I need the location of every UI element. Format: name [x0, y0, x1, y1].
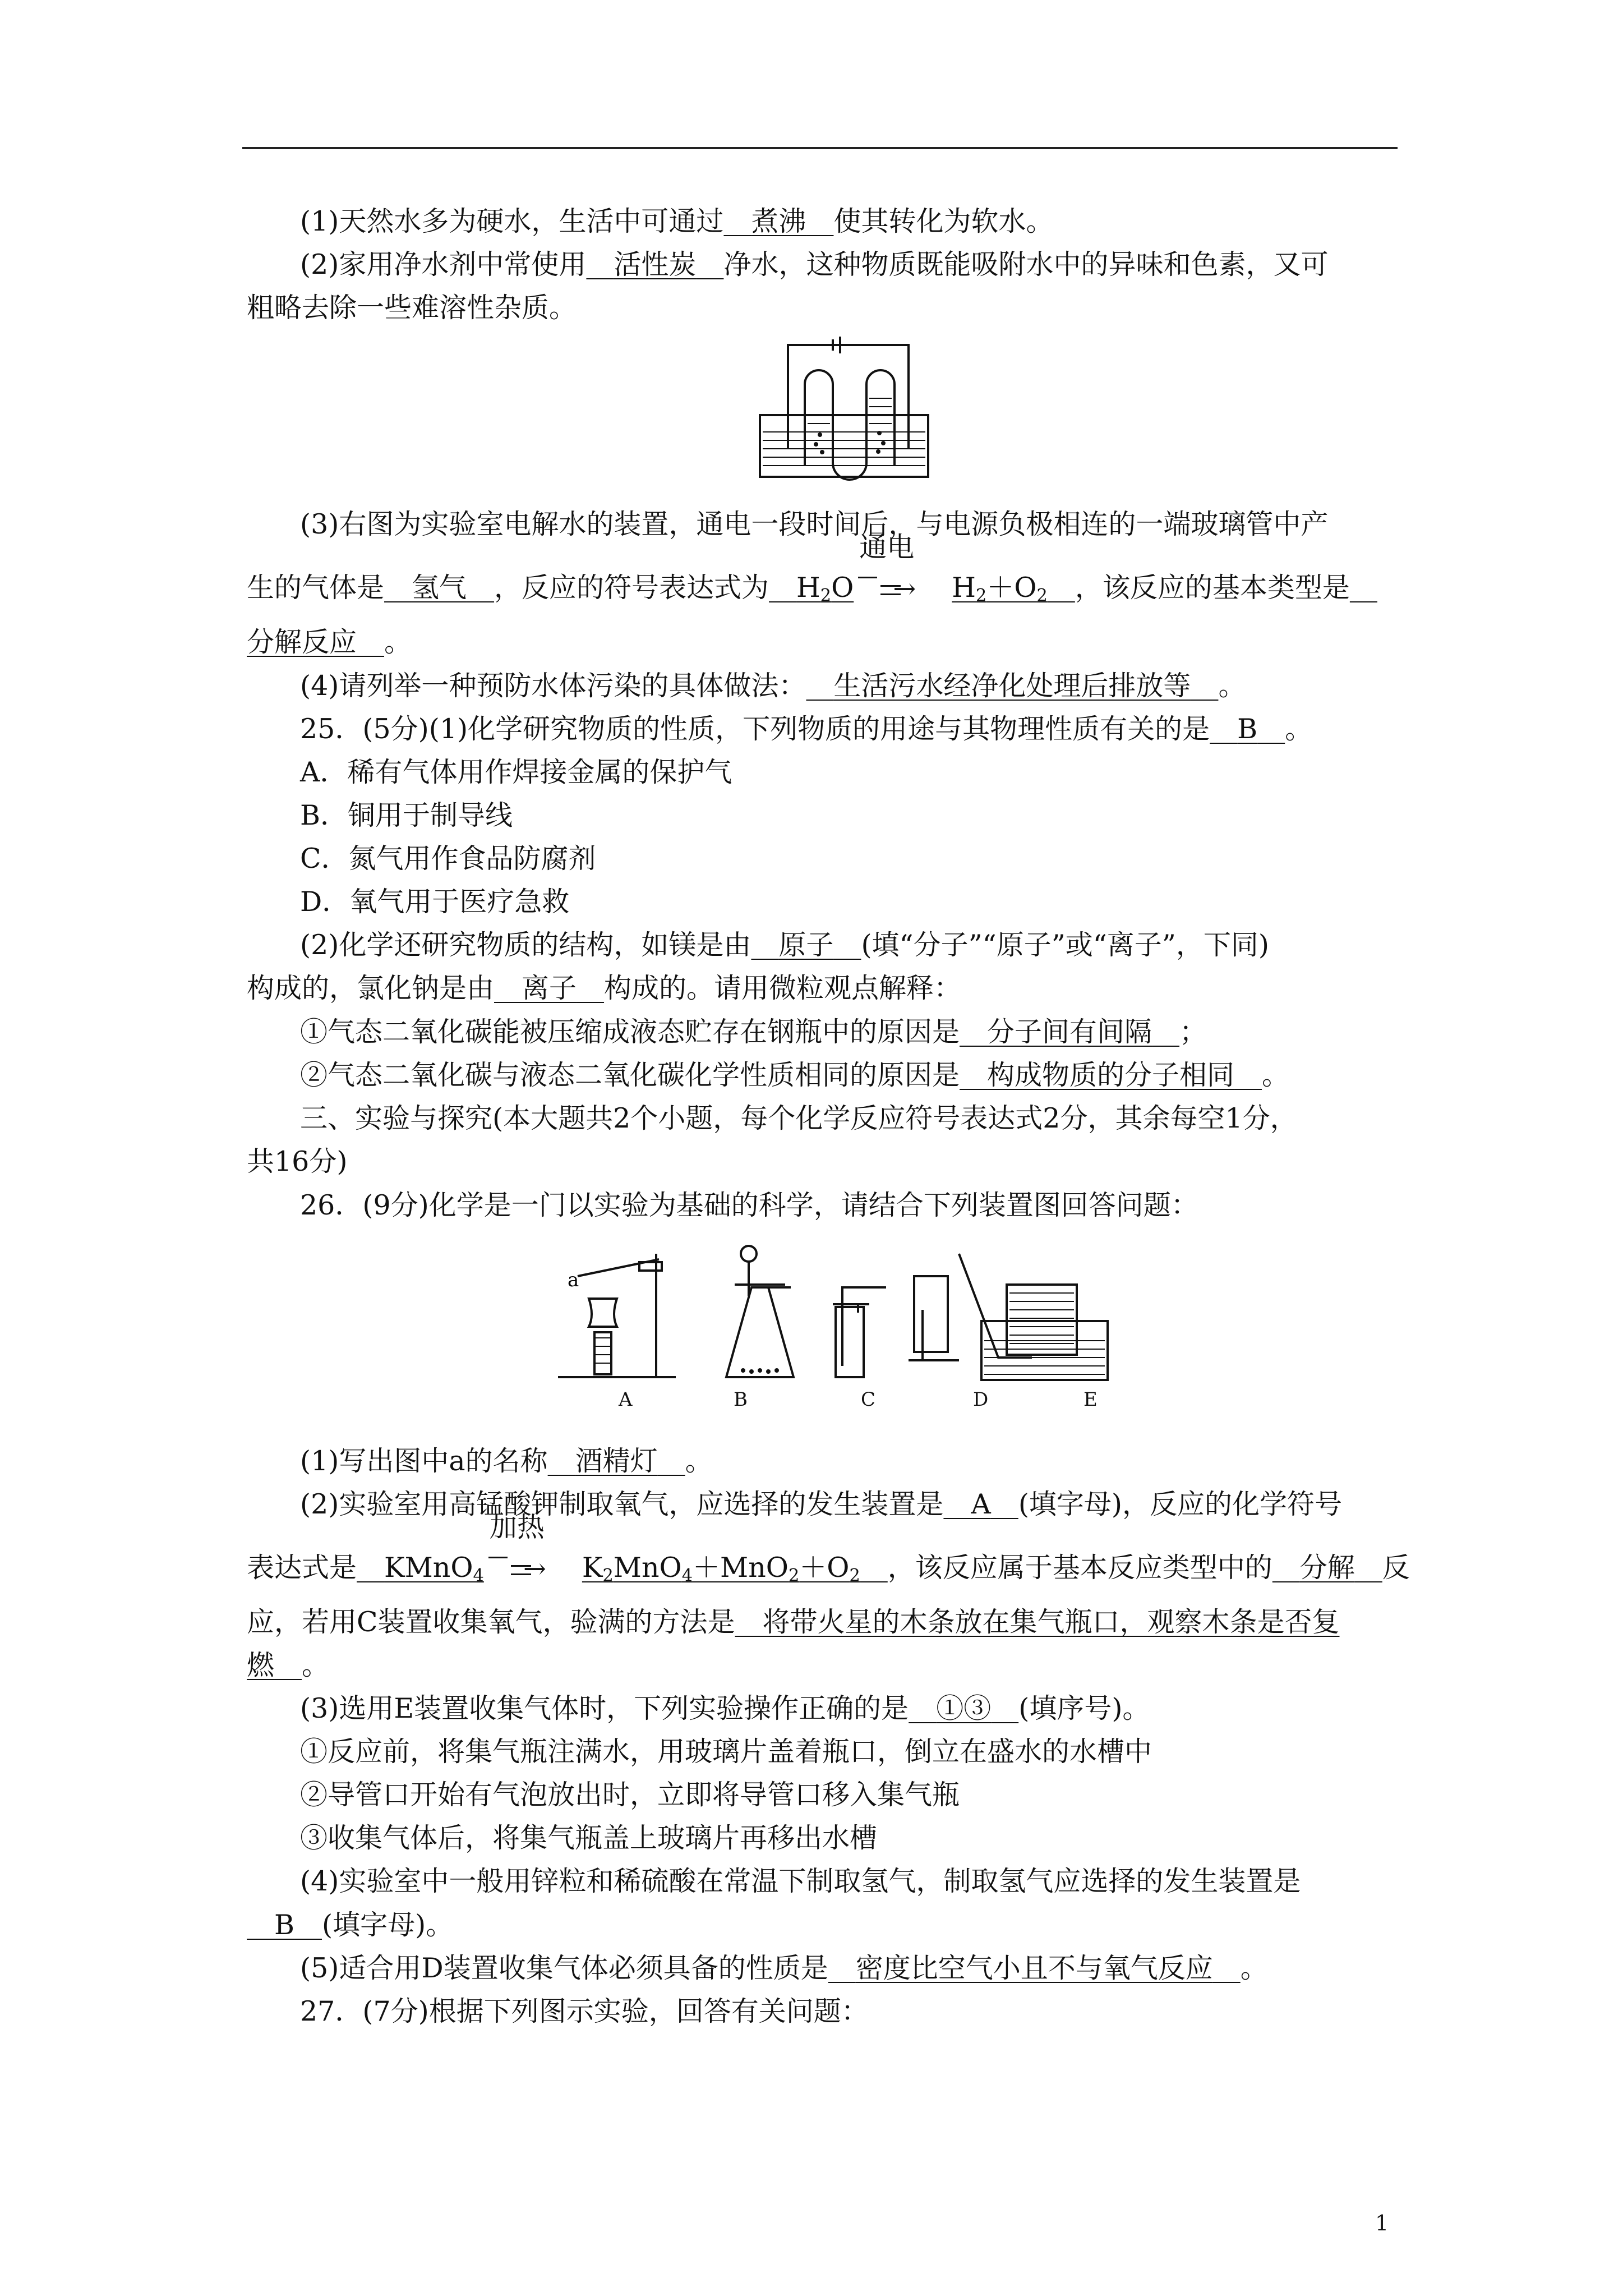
- q26-p3-tail: (填序号)。: [1018, 1692, 1150, 1724]
- q26-p1-end: 。: [685, 1445, 713, 1477]
- q26-part2: [300, 1488, 1453, 1521]
- q25-head: [300, 712, 1453, 746]
- electrolysis-apparatus-figure: [751, 337, 937, 491]
- eq1-product2: ＋O: [986, 572, 1037, 604]
- q26-p2-answer2-text: 分解: [1299, 1552, 1355, 1584]
- eq2-product-mno4-sub: 4: [681, 1566, 693, 1586]
- q24-p3-answer1-text: 氢气: [412, 572, 467, 604]
- q25-c2: [300, 1059, 1453, 1092]
- q26-p3-answer-text: ①③: [936, 1692, 992, 1724]
- q26-p2-answer3-cont: [247, 1649, 302, 1681]
- q25-p2-line2-text: 构成的，氯化钠是由: [247, 972, 495, 1004]
- figure-captions: [0, 1386, 1623, 1419]
- q26-p2-line2-mid: ，该反应属于基本反应类型中的: [887, 1552, 1272, 1584]
- q26-part2-line4: [247, 1649, 1399, 1682]
- eq1-product2-sub: 2: [1036, 586, 1048, 606]
- q25-option-a: A．稀有气体用作焊接金属的保护气: [300, 756, 732, 788]
- q26-part3: [300, 1692, 1453, 1726]
- q26-p2-answer2: [1272, 1552, 1382, 1584]
- eq2-product-o2: ＋O: [799, 1552, 850, 1584]
- eq1-reactant: H: [796, 572, 820, 604]
- q24-p3-answer1: [384, 572, 494, 604]
- q25-c2-answer-text: 构成物质的分子相同: [987, 1059, 1235, 1091]
- q25-c1: [300, 1015, 1453, 1049]
- q24-p2-continuation: 粗略去除一些难溶性杂质。: [247, 292, 577, 324]
- lab-apparatus-figure: [555, 1243, 1133, 1383]
- q24-p2-tail: 净水，这种物质既能吸附水中的异味和色素，又可: [723, 249, 1329, 280]
- q25-p2-answer1-text: 原子: [778, 929, 834, 961]
- q24-p2-answer-text: 活性炭: [614, 249, 697, 280]
- q24-p3-line3: [247, 625, 1399, 659]
- caption-b: B: [734, 1388, 748, 1411]
- eq1-reactant-sub: 2: [820, 586, 832, 606]
- q26-head: 26．(9分)化学是一门以实验为基础的科学，请结合下列装置图回答问题：: [300, 1189, 1198, 1221]
- q26-part2-line3: [247, 1605, 1399, 1639]
- q25-c2-text: ②气态二氧化碳与液态二氧化碳化学性质相同的原因是: [300, 1059, 960, 1091]
- eq1-arrow: 通电 →: [859, 531, 916, 605]
- q24-p1-tail: 使其转化为软水。: [833, 205, 1054, 237]
- q24-p3-line1: (3)右图为实验室电解水的装置，通电一段时间后，与电源负极相连的一端玻璃管中产: [300, 508, 1329, 540]
- q24-p3-tail: ，该反应的基本类型是: [1075, 572, 1350, 604]
- q27-head: 27．(7分)根据下列图示实验，回答有关问题：: [300, 1995, 869, 2027]
- q25-head-answer: [1210, 713, 1285, 745]
- section3-heading-line1: 三、实验与探究(本大题共2个小题，每个化学反应符号表达式2分，其余每空1分，: [300, 1102, 1298, 1134]
- eq1-condition: 通电: [859, 531, 915, 563]
- caption-a: A: [619, 1388, 633, 1411]
- q24-part4: [300, 669, 1453, 703]
- q26-p2-answer: [943, 1488, 1018, 1520]
- q24-p3-text: 生的气体是: [247, 572, 385, 604]
- eq2-product-o2-sub: 2: [849, 1566, 860, 1586]
- q25-option-c: C．氮气用作食品防腐剂: [300, 843, 596, 875]
- q25-p2-tail: (填“分子”“原子”或“离子”，下同): [861, 929, 1269, 961]
- eq2-condition: 加热: [489, 1511, 545, 1543]
- q24-p1-answer-text: 煮沸: [751, 205, 806, 237]
- q26-p5-end: 。: [1240, 1952, 1268, 1984]
- q26-p2-equation: [357, 1552, 484, 1584]
- q26-p2-answer3-text: 将带火星的木条放在集气瓶口，观察木条是否复: [762, 1606, 1340, 1638]
- q24-p2-text: (2)家用净水剂中常使用: [300, 249, 587, 280]
- q26-p3-text: (3)选用E装置收集气体时，下列实验操作正确的是: [300, 1692, 909, 1724]
- q24-p4-end: 。: [1218, 670, 1246, 702]
- q25-c2-answer: [960, 1059, 1262, 1091]
- eq2-product-mno2-sub: 2: [788, 1566, 800, 1586]
- q26-p4-answer: [247, 1909, 322, 1941]
- header-rule: [242, 147, 1398, 149]
- q25-c2-end: 。: [1262, 1059, 1290, 1091]
- page-number: 1: [1375, 2211, 1389, 2235]
- q24-p4-text: (4)请列举一种预防水体污染的具体做法：: [300, 670, 806, 702]
- q26-p3-option2: ②导管口开始有气泡放出时，立即将导管口移入集气瓶: [300, 1779, 960, 1811]
- eq1-product1: H: [952, 572, 976, 604]
- eq2-product-mno4: MnO: [613, 1552, 682, 1584]
- q26-part1: [300, 1444, 1453, 1478]
- caption-e: E: [1083, 1388, 1098, 1411]
- q25-c1-answer: [960, 1016, 1179, 1048]
- q26-p1-answer: [548, 1445, 685, 1477]
- q26-p2-tail: (填字母)，反应的化学符号: [1018, 1488, 1343, 1520]
- q26-p3-option3: ③收集气体后，将集气瓶盖上玻璃片再移出水槽: [300, 1822, 878, 1854]
- q26-p2-answer-text: A: [971, 1488, 991, 1520]
- q24-p4-answer-text: 生活污水经净化处理后排放等: [833, 670, 1191, 702]
- q26-p2-text: (2)实验室用高锰酸钾制取氧气，应选择的发生装置是: [300, 1488, 944, 1520]
- eq1-product1-sub: 2: [976, 586, 987, 606]
- q24-p3-equation-products: [952, 572, 1075, 604]
- eq2-arrow: 加热 →: [489, 1511, 546, 1585]
- eq2-product-k: K: [582, 1552, 603, 1584]
- q25-head-end: 。: [1285, 713, 1313, 745]
- q26-part2-line2: [247, 1511, 1410, 1586]
- q26-p2-line2-text: 表达式是: [247, 1552, 357, 1584]
- eq2-product-k-sub: 2: [602, 1566, 614, 1586]
- q26-p4-line1: (4)实验室中一般用锌粒和稀硫酸在常温下制取氢气，制取氢气应选择的发生装置是: [300, 1865, 1301, 1897]
- eq2-product-mno2: ＋MnO: [693, 1552, 789, 1584]
- q26-p4-line2: [247, 1908, 1399, 1942]
- q25-c1-text: ①气态二氧化碳能被压缩成液态贮存在钢瓶中的原因是: [300, 1016, 960, 1048]
- q25-c1-answer-text: 分子间有间隔: [987, 1016, 1152, 1048]
- q25-option-d: D．氧气用于医疗急救: [300, 886, 570, 918]
- q24-p3-answer3-text: 分解反应: [247, 626, 357, 658]
- q24-p3-end: 。: [384, 626, 412, 658]
- caption-c: C: [861, 1388, 876, 1411]
- q26-p5-answer: [828, 1952, 1241, 1984]
- q26-p2-line3-text: 应，若用C装置收集氧气，验满的方法是: [247, 1606, 735, 1638]
- eq2-reactant: KMnO: [384, 1552, 473, 1584]
- q24-part2: [300, 248, 1453, 282]
- q24-p3-line2: [247, 531, 1399, 606]
- q25-p2-answer2-text: 离子: [522, 972, 577, 1004]
- q26-p2-line2-end: 反: [1382, 1552, 1410, 1584]
- q26-p2-answer3: [735, 1606, 1340, 1638]
- q26-p5-answer-text: 密度比空气小且不与氧气反应: [855, 1952, 1213, 1984]
- q25-p2-text: (2)化学还研究物质的结构，如镁是由: [300, 929, 751, 961]
- q24-p1-answer: [723, 205, 833, 237]
- q24-p3-equation: [769, 572, 854, 604]
- q26-p3-answer: [909, 1692, 1018, 1724]
- q24-p3-answer3: [247, 626, 384, 658]
- q26-p2-answer3-cont-text: 燃: [247, 1649, 275, 1681]
- q26-p1-text: (1)写出图中a的名称: [300, 1445, 548, 1477]
- q26-p4-answer-text: B: [274, 1909, 295, 1941]
- q26-p4-tail: (填字母)。: [322, 1909, 454, 1941]
- eq2-reactant-sub: 4: [473, 1566, 484, 1586]
- q26-p5-text: (5)适合用D装置收集气体必须具备的性质是: [300, 1952, 828, 1984]
- q26-p2-equation-products: [582, 1552, 888, 1584]
- q25-p2-line2-tail: 构成的。请用微粒观点解释：: [604, 972, 962, 1004]
- q25-p2-answer1: [751, 929, 861, 961]
- q26-p3-option1: ①反应前，将集气瓶注满水，用玻璃片盖着瓶口，倒立在盛水的水槽中: [300, 1736, 1152, 1768]
- q24-p3-mid: ，反应的符号表达式为: [494, 572, 769, 604]
- q25-p2-answer2: [494, 972, 604, 1004]
- q24-p4-answer: [806, 670, 1218, 702]
- q24-p3-blank-start: [1350, 572, 1377, 604]
- label-a: a: [568, 1269, 579, 1291]
- q25-head-answer-text: B: [1237, 713, 1258, 745]
- q25-c1-end: ；: [1179, 1016, 1207, 1048]
- q25-part2-line2: [247, 972, 1399, 1005]
- caption-d: D: [973, 1388, 989, 1411]
- q26-p2-line4-end: 。: [302, 1649, 330, 1681]
- q25-option-b: B．铜用于制导线: [300, 799, 513, 831]
- q24-p1-text: (1)天然水多为硬水，生活中可通过: [300, 205, 724, 237]
- q26-p1-answer-text: 酒精灯: [575, 1445, 658, 1477]
- q25-part2: [300, 928, 1453, 962]
- q25-head-text: 25．(5分)(1)化学研究物质的性质，下列物质的用途与其物理性质有关的是: [300, 713, 1210, 745]
- q26-part5: [300, 1952, 1453, 1985]
- eq1-reactant-tail: O: [831, 572, 854, 604]
- q24-part1: [300, 205, 1453, 238]
- q24-p2-answer: [586, 249, 723, 280]
- section3-heading-line2: 共16分): [247, 1145, 348, 1177]
